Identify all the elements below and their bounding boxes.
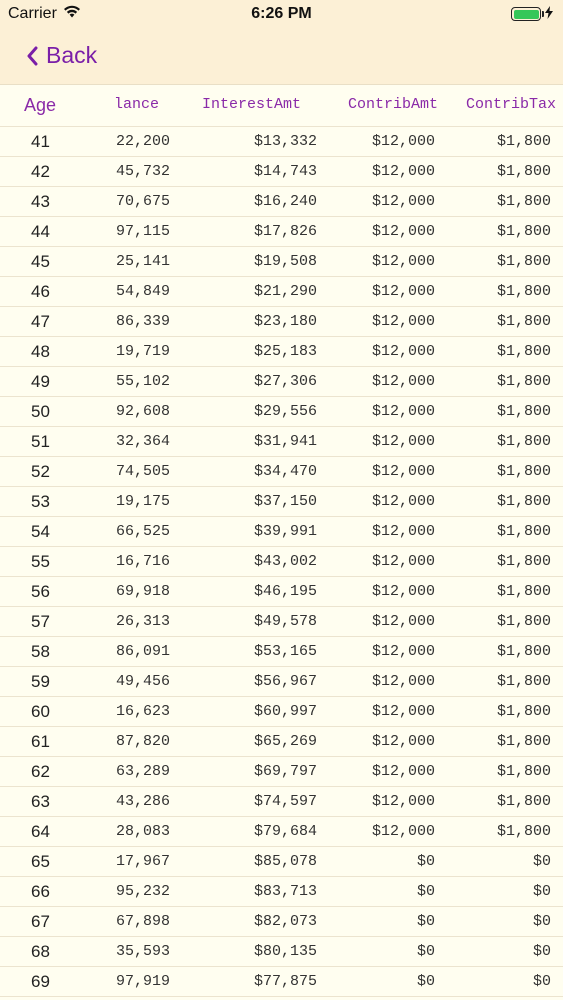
table-row[interactable]: [0, 877, 563, 907]
cell-age: 63: [31, 792, 50, 811]
cell-interest-amt: $29,556: [253, 403, 317, 420]
cell-contrib-tax: $1,800: [496, 793, 551, 810]
cell-contrib-amt: $12,000: [371, 403, 435, 420]
table-row[interactable]: [0, 577, 563, 607]
cell-contrib-tax: $1,800: [496, 433, 551, 450]
cell-age: 55: [31, 552, 50, 571]
cell-interest-amt: $23,180: [253, 313, 317, 330]
cell-contrib-amt: $12,000: [371, 163, 435, 180]
cell-balance: 97,919: [115, 973, 170, 990]
cell-age: 66: [31, 882, 50, 901]
table-row[interactable]: [0, 187, 563, 217]
cell-age: 68: [31, 942, 50, 961]
cell-interest-amt: $80,135: [253, 943, 317, 960]
cell-contrib-tax: $1,800: [496, 493, 551, 510]
cell-interest-amt: $46,195: [253, 583, 317, 600]
cell-contrib-tax: $0: [532, 913, 551, 930]
cell-age: 67: [31, 912, 50, 931]
cell-balance: 92,608: [115, 403, 170, 420]
table-row[interactable]: [0, 427, 563, 457]
cell-contrib-amt: $12,000: [371, 433, 435, 450]
table-row[interactable]: [0, 847, 563, 877]
table-header: [0, 84, 563, 127]
back-button[interactable]: [26, 42, 97, 69]
table-row[interactable]: [0, 307, 563, 337]
table-row[interactable]: [0, 127, 563, 157]
cell-contrib-tax: $1,800: [496, 523, 551, 540]
cell-contrib-amt: $12,000: [371, 763, 435, 780]
table-row[interactable]: [0, 397, 563, 427]
cell-balance: 32,364: [115, 433, 170, 450]
cell-contrib-tax: $1,800: [496, 823, 551, 840]
cell-age: 61: [31, 732, 50, 751]
cell-age: 59: [31, 672, 50, 691]
cell-contrib-amt: $0: [416, 853, 435, 870]
battery-fill: [514, 10, 539, 19]
cell-age: 69: [31, 972, 50, 991]
cell-contrib-amt: $12,000: [371, 823, 435, 840]
cell-interest-amt: $60,997: [253, 703, 317, 720]
cell-age: 65: [31, 852, 50, 871]
cell-contrib-amt: $12,000: [371, 793, 435, 810]
table-row[interactable]: [0, 607, 563, 637]
cell-contrib-tax: $0: [532, 883, 551, 900]
table-row[interactable]: [0, 817, 563, 847]
cell-contrib-tax: $1,800: [496, 463, 551, 480]
cell-interest-amt: $25,183: [253, 343, 317, 360]
cell-interest-amt: $65,269: [253, 733, 317, 750]
cell-interest-amt: $27,306: [253, 373, 317, 390]
cell-balance: 25,141: [115, 253, 170, 270]
cell-contrib-tax: $1,800: [496, 703, 551, 720]
cell-contrib-tax: $1,800: [496, 403, 551, 420]
cell-contrib-amt: $12,000: [371, 373, 435, 390]
cell-balance: 86,091: [115, 643, 170, 660]
cell-age: 56: [31, 582, 50, 601]
cell-age: 53: [31, 492, 50, 511]
cell-interest-amt: $74,597: [253, 793, 317, 810]
carrier-label: Carrier: [8, 5, 57, 22]
header-balance[interactable]: lance: [114, 96, 160, 113]
cell-balance: 28,083: [115, 823, 170, 840]
cell-contrib-amt: $0: [416, 973, 435, 990]
cell-interest-amt: $16,240: [253, 193, 317, 210]
cell-contrib-tax: $1,800: [496, 673, 551, 690]
cell-contrib-tax: $1,800: [496, 733, 551, 750]
cell-balance: 43,286: [115, 793, 170, 810]
cell-contrib-amt: $12,000: [371, 463, 435, 480]
cell-contrib-amt: $0: [416, 883, 435, 900]
cell-balance: 97,115: [115, 223, 170, 240]
cell-contrib-amt: $12,000: [371, 733, 435, 750]
cell-interest-amt: $83,713: [253, 883, 317, 900]
status-bar: [0, 0, 563, 28]
back-label: Back: [46, 42, 98, 68]
cell-contrib-amt: $12,000: [371, 643, 435, 660]
cell-balance: 17,967: [115, 853, 170, 870]
cell-age: 46: [31, 282, 50, 301]
cell-contrib-amt: $12,000: [371, 343, 435, 360]
cell-contrib-tax: $1,800: [496, 253, 551, 270]
cell-age: 48: [31, 342, 50, 361]
cell-balance: 16,716: [115, 553, 170, 570]
cell-age: 58: [31, 642, 50, 661]
cell-contrib-tax: $1,800: [496, 373, 551, 390]
cell-contrib-amt: $12,000: [371, 313, 435, 330]
header-interest-amt[interactable]: InterestAmt: [202, 96, 302, 113]
cell-interest-amt: $13,332: [253, 133, 317, 150]
cell-age: 52: [31, 462, 50, 481]
cell-balance: 69,918: [115, 583, 170, 600]
cell-contrib-tax: $1,800: [496, 223, 551, 240]
cell-contrib-amt: $12,000: [371, 253, 435, 270]
cell-balance: 16,623: [115, 703, 170, 720]
table-row[interactable]: [0, 487, 563, 517]
cell-interest-amt: $56,967: [253, 673, 317, 690]
table-row[interactable]: [0, 787, 563, 817]
cell-contrib-tax: $1,800: [496, 163, 551, 180]
cell-balance: 67,898: [115, 913, 170, 930]
table-row[interactable]: [0, 547, 563, 577]
cell-interest-amt: $34,470: [253, 463, 317, 480]
cell-interest-amt: $39,991: [253, 523, 317, 540]
cell-balance: 95,232: [115, 883, 170, 900]
cell-balance: 87,820: [115, 733, 170, 750]
cell-contrib-tax: $1,800: [496, 553, 551, 570]
cell-balance: 35,593: [115, 943, 170, 960]
chevron-left-icon: [26, 46, 38, 66]
table-row[interactable]: [0, 697, 563, 727]
table-row[interactable]: [0, 457, 563, 487]
cell-balance: 19,175: [115, 493, 170, 510]
cell-contrib-tax: $1,800: [496, 283, 551, 300]
cell-age: 60: [31, 702, 50, 721]
cell-contrib-amt: $12,000: [371, 193, 435, 210]
cell-interest-amt: $79,684: [253, 823, 317, 840]
cell-contrib-amt: $12,000: [371, 673, 435, 690]
table-row[interactable]: [0, 757, 563, 787]
cell-age: 45: [31, 252, 50, 271]
cell-contrib-amt: $12,000: [371, 583, 435, 600]
cell-contrib-tax: $1,800: [496, 643, 551, 660]
cell-interest-amt: $85,078: [253, 853, 317, 870]
cell-contrib-amt: $12,000: [371, 133, 435, 150]
cell-balance: 70,675: [115, 193, 170, 210]
cell-contrib-tax: $0: [532, 973, 551, 990]
cell-balance: 55,102: [115, 373, 170, 390]
cell-interest-amt: $53,165: [253, 643, 317, 660]
table-body[interactable]: [0, 127, 563, 997]
cell-contrib-tax: $1,800: [496, 613, 551, 630]
cell-age: 49: [31, 372, 50, 391]
table-row[interactable]: [0, 637, 563, 667]
cell-interest-amt: $14,743: [253, 163, 317, 180]
cell-contrib-amt: $12,000: [371, 283, 435, 300]
cell-age: 54: [31, 522, 50, 541]
cell-contrib-amt: $12,000: [371, 613, 435, 630]
cell-contrib-amt: $12,000: [371, 553, 435, 570]
cell-balance: 49,456: [115, 673, 170, 690]
cell-interest-amt: $17,826: [253, 223, 317, 240]
cell-contrib-amt: $0: [416, 943, 435, 960]
cell-interest-amt: $21,290: [253, 283, 317, 300]
cell-interest-amt: $77,875: [253, 973, 317, 990]
cell-contrib-amt: $12,000: [371, 703, 435, 720]
table-row[interactable]: [0, 277, 563, 307]
cell-balance: 45,732: [115, 163, 170, 180]
status-right: [511, 6, 553, 22]
status-time: 6:26 PM: [251, 5, 312, 22]
table-row[interactable]: [0, 967, 563, 997]
cell-age: 64: [31, 822, 50, 841]
cell-age: 57: [31, 612, 50, 631]
cell-interest-amt: $31,941: [253, 433, 317, 450]
cell-age: 50: [31, 402, 50, 421]
table-row[interactable]: [0, 157, 563, 187]
cell-age: 43: [31, 192, 50, 211]
cell-contrib-tax: $0: [532, 943, 551, 960]
cell-balance: 54,849: [115, 283, 170, 300]
cell-age: 62: [31, 762, 50, 781]
cell-balance: 63,289: [115, 763, 170, 780]
cell-contrib-amt: $0: [416, 913, 435, 930]
cell-contrib-tax: $0: [532, 853, 551, 870]
table-row[interactable]: [0, 727, 563, 757]
cell-age: 44: [31, 222, 50, 241]
cell-age: 47: [31, 312, 50, 331]
cell-balance: 19,719: [115, 343, 170, 360]
cell-contrib-tax: $1,800: [496, 313, 551, 330]
cell-interest-amt: $43,002: [253, 553, 317, 570]
cell-interest-amt: $49,578: [253, 613, 317, 630]
cell-interest-amt: $37,150: [253, 493, 317, 510]
cell-contrib-amt: $12,000: [371, 523, 435, 540]
cell-contrib-amt: $12,000: [371, 223, 435, 240]
table-row[interactable]: [0, 937, 563, 967]
table-row[interactable]: [0, 217, 563, 247]
table-row[interactable]: [0, 667, 563, 697]
nav-bar: [0, 28, 563, 85]
cell-contrib-tax: $1,800: [496, 763, 551, 780]
cell-interest-amt: $82,073: [253, 913, 317, 930]
table-row[interactable]: [0, 367, 563, 397]
cell-balance: 86,339: [115, 313, 170, 330]
cell-age: 42: [31, 162, 50, 181]
header-age[interactable]: Age: [24, 95, 57, 115]
cell-contrib-tax: $1,800: [496, 193, 551, 210]
table-row[interactable]: [0, 247, 563, 277]
cell-age: 41: [31, 132, 50, 151]
cell-contrib-tax: $1,800: [496, 133, 551, 150]
cell-balance: 22,200: [115, 133, 170, 150]
charging-bolt-icon: [545, 6, 553, 22]
cell-age: 51: [31, 432, 50, 451]
cell-contrib-amt: $12,000: [371, 493, 435, 510]
cell-contrib-tax: $1,800: [496, 583, 551, 600]
cell-balance: 74,505: [115, 463, 170, 480]
table-row[interactable]: [0, 337, 563, 367]
table-row[interactable]: [0, 907, 563, 937]
cell-balance: 26,313: [115, 613, 170, 630]
battery-icon: [511, 7, 541, 21]
header-contrib-tax[interactable]: ContribTax: [466, 96, 557, 113]
cell-interest-amt: $69,797: [253, 763, 317, 780]
cell-contrib-tax: $1,800: [496, 343, 551, 360]
table-row[interactable]: [0, 517, 563, 547]
cell-interest-amt: $19,508: [253, 253, 317, 270]
cell-balance: 66,525: [115, 523, 170, 540]
header-contrib-amt[interactable]: ContribAmt: [348, 96, 439, 113]
